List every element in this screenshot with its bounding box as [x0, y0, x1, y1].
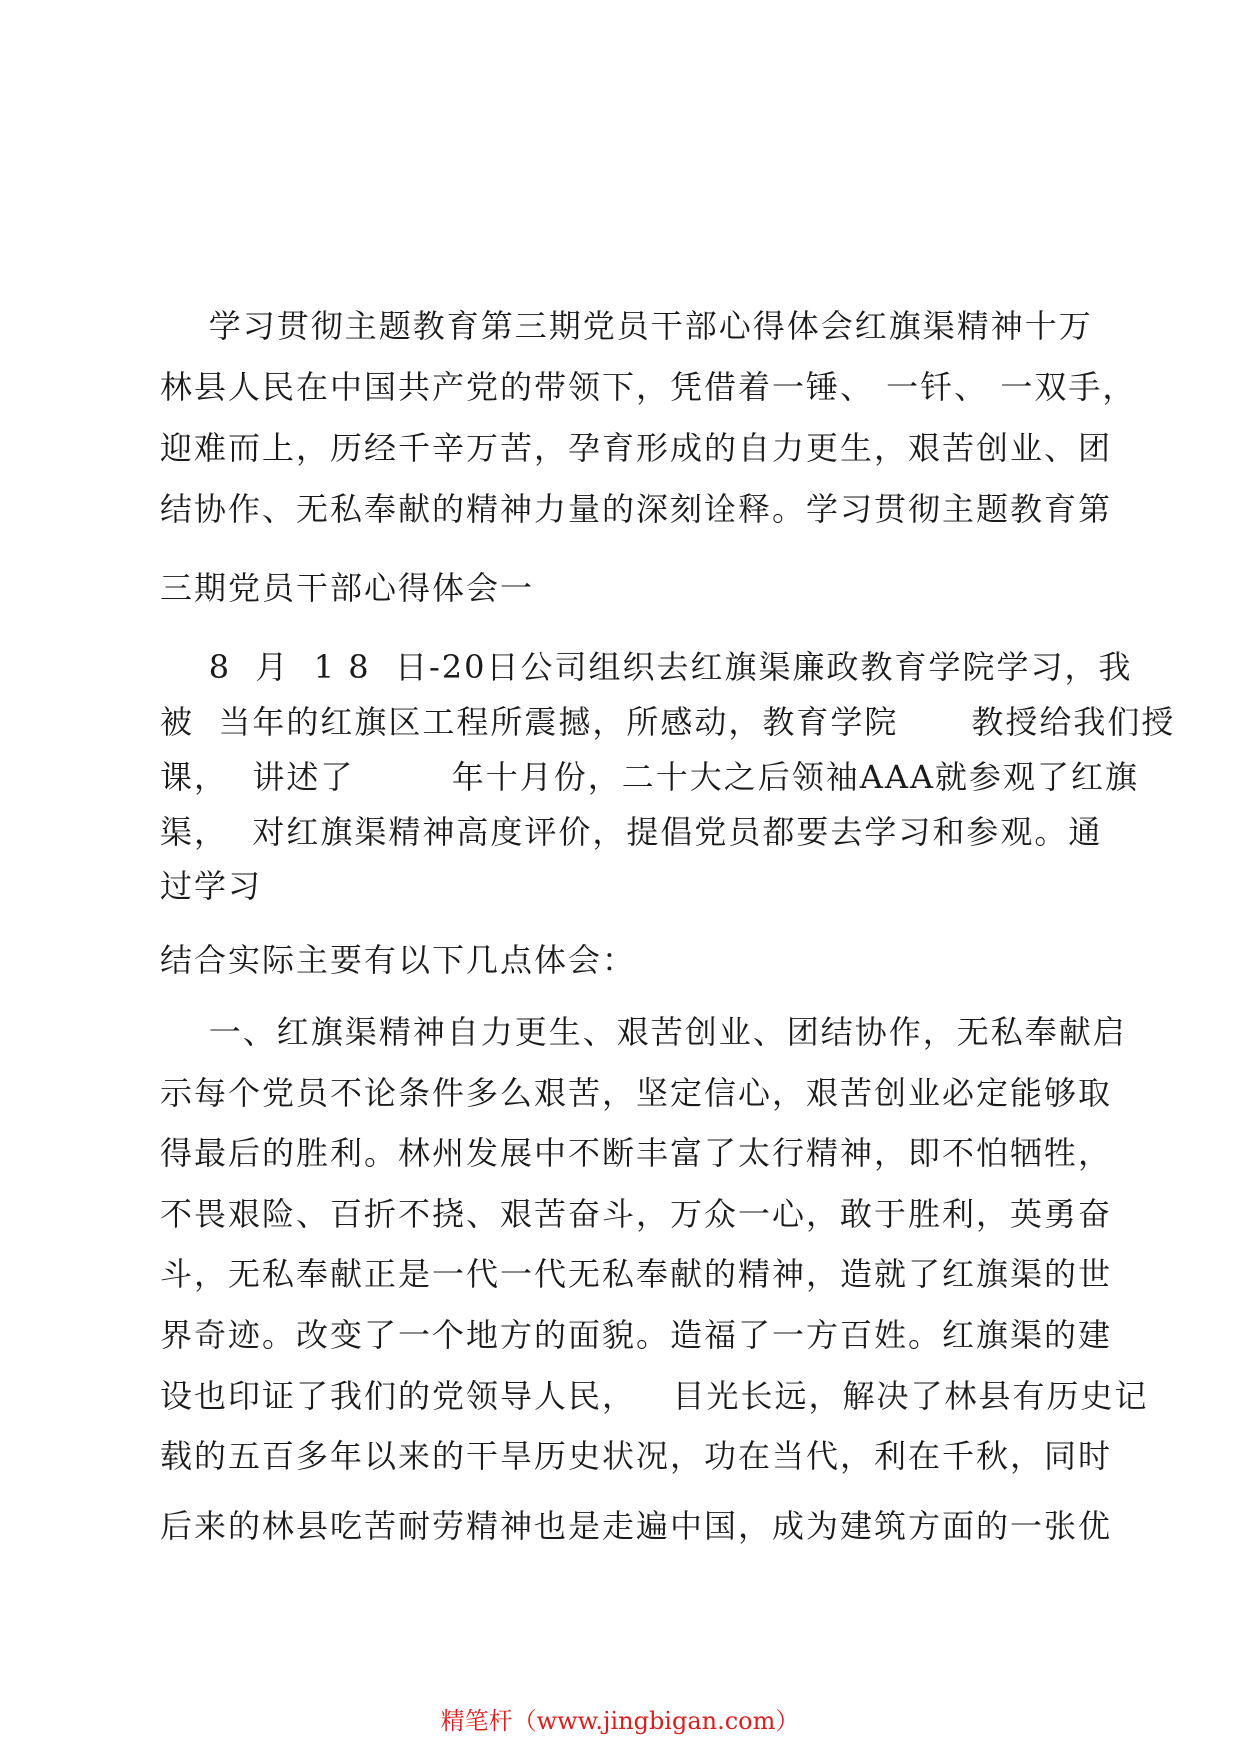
text-line: 学习贯彻主题教育第三期党员干部心得体会红旗渠精神十万	[160, 307, 1093, 345]
text-line: 渠， 对红旗渠精神高度评价，提倡党员都要去学习和参观。通	[160, 813, 1103, 851]
text-line: 斗，无私奉献正是一代一代无私奉献的精神，造就了红旗渠的世	[160, 1255, 1113, 1293]
text-line: 得最后的胜利。林州发展中不断丰富了太行精神，即不怕牺牲，	[160, 1134, 1113, 1172]
text-line: 设也印证了我们的党领导人民， 目光长远，解决了林县有历史记	[160, 1377, 1149, 1415]
text-line: 示每个党员不论条件多么艰苦，坚定信心，艰苦创业必定能够取	[160, 1074, 1113, 1112]
text-line: 界奇迹。改变了一个地方的面貌。造福了一方百姓。红旗渠的建	[160, 1316, 1113, 1354]
text-line: 8 月 1 8 日-20日公司组织去红旗渠廉政教育学院学习，我	[160, 648, 1133, 686]
text-line: 迎难而上，历经千辛万苦，孕育形成的自力更生，艰苦创业、团	[160, 429, 1113, 467]
text-line: 载的五百多年以来的干旱历史状况，功在当代，利在千秋，同时	[160, 1437, 1113, 1475]
text-line: 结协作、无私奉献的精神力量的深刻诠释。学习贯彻主题教育第	[160, 490, 1113, 528]
text-line: 三期党员干部心得体会一	[160, 569, 535, 607]
text-line: 课， 讲述了 年十月份，二十大之后领袖AAA就参观了红旗	[160, 758, 1140, 796]
footer-website-link[interactable]: 精笔杆（www.jingbigan.com）	[440, 1707, 800, 1735]
text-line: 林县人民在中国共产党的带领下，凭借着一锤、 一钎、 一双手，	[160, 368, 1137, 406]
text-line: 过学习	[160, 867, 263, 905]
text-line: 结合实际主要有以下几点体会：	[160, 941, 637, 979]
text-line: 不畏艰险、百折不挠、艰苦奋斗，万众一心，敢于胜利，英勇奋	[160, 1195, 1113, 1233]
text-line: 后来的林县吃苦耐劳精神也是走遍中国，成为建筑方面的一张优	[160, 1507, 1113, 1545]
text-line: 一、红旗渠精神自力更生、艰苦创业、团结协作，无私奉献启	[160, 1013, 1127, 1051]
text-line: 被 当年的红旗区工程所震撼，所感动，教育学院 教授给我们授	[160, 703, 1176, 741]
